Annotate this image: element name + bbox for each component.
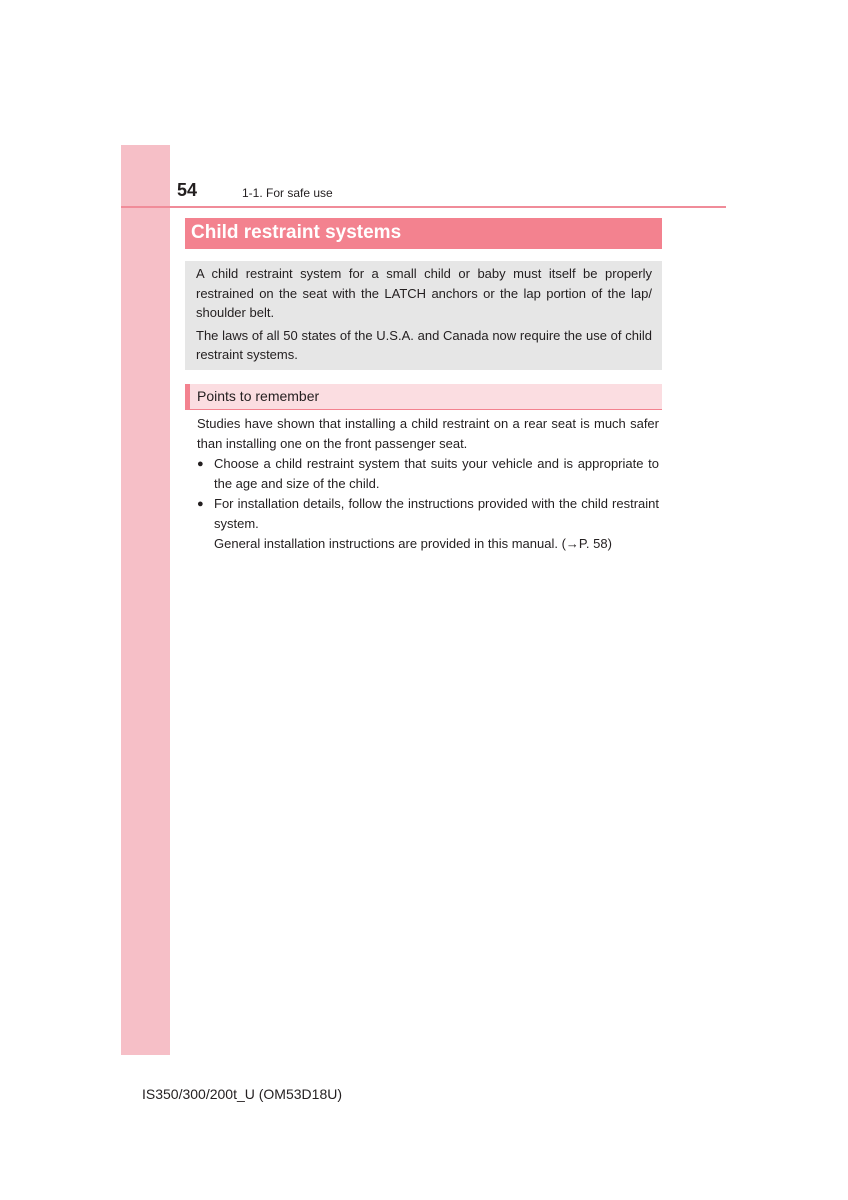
- intro-paragraph-2: The laws of all 50 states of the U.S.A. and Canada now require the use of child restraint systems.: [196, 327, 652, 362]
- side-tab: [121, 145, 170, 1055]
- page-title: Child restraint systems: [191, 222, 402, 243]
- intro-box: [185, 261, 662, 370]
- page-reference-text: General installation instructions are provided in this manual. (→P. 58): [214, 536, 612, 551]
- page-number: 54: [177, 180, 198, 200]
- list-item: [197, 494, 659, 554]
- section-path: 1-1. For safe use: [242, 186, 333, 200]
- points-heading: Points to remember: [197, 388, 320, 404]
- bullet-icon: ●: [197, 458, 204, 470]
- points-content: [197, 414, 659, 554]
- list-item-text: For installation details, follow the instructions provided with the child restraint system.: [214, 496, 659, 531]
- points-lead: Studies have shown that installing a child restraint on a rear seat is much safer than installing one on the front passenger seat.: [197, 416, 659, 451]
- points-list: [197, 454, 659, 554]
- points-heading-rule: [185, 409, 662, 410]
- list-item-text: Choose a child restraint system that suits your vehicle and is appropriate to the age and size of the child.: [214, 456, 659, 491]
- list-item: [197, 454, 659, 494]
- intro-paragraph-1: A child restraint system for a small child or baby must itself be properly restrained on the seat with the LATCH anchors or the lap portion of the lap/ shoulder belt.: [196, 266, 652, 320]
- title-bar: [185, 218, 662, 249]
- header-rule: [121, 206, 726, 208]
- points-heading-bar: [185, 384, 662, 410]
- footer-model-code: IS350/300/200t_U (OM53D18U): [142, 1086, 342, 1102]
- bullet-icon: ●: [197, 498, 204, 510]
